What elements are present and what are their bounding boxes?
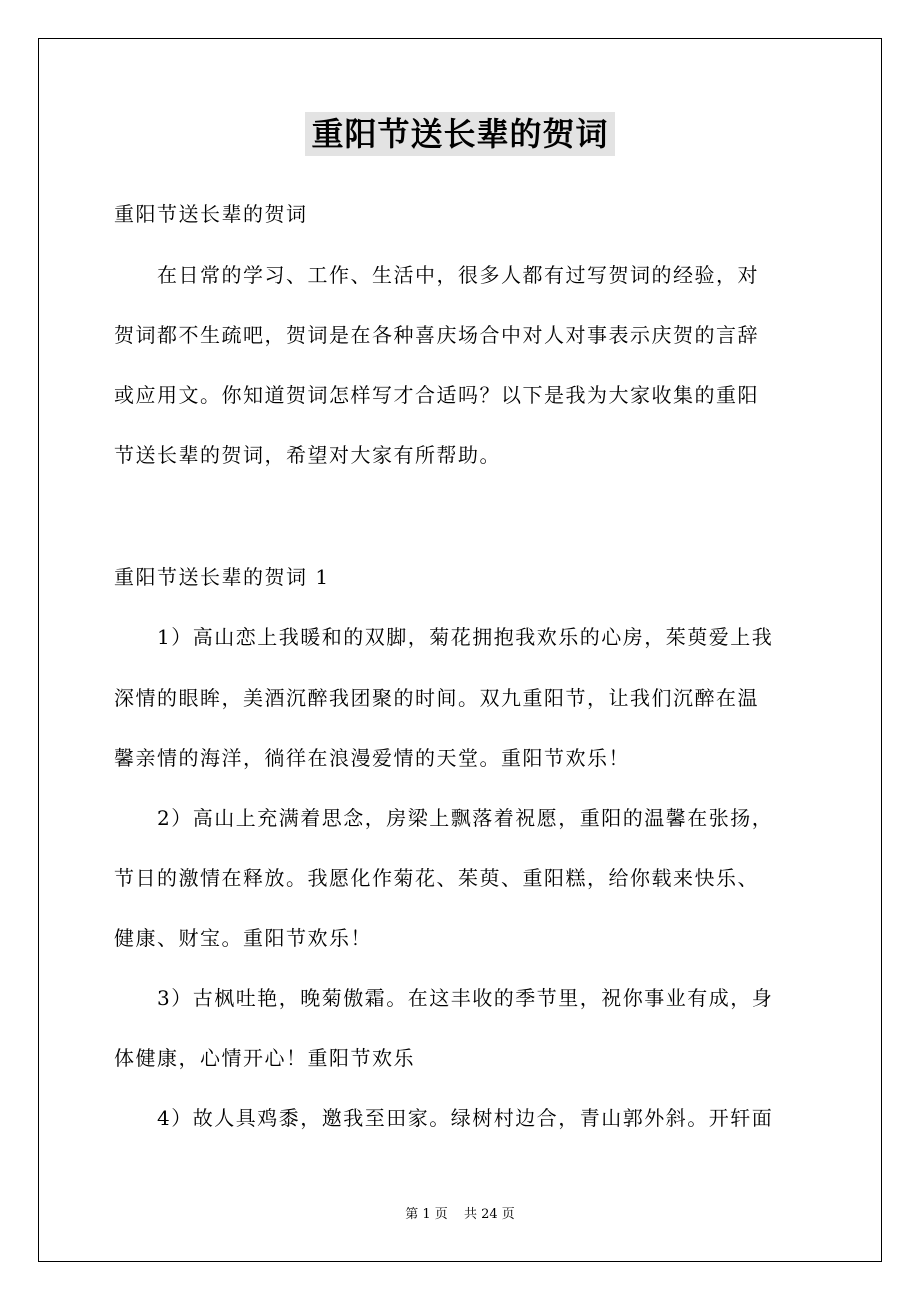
section-heading: 重阳节送长辈的贺词 1 <box>114 565 330 589</box>
document-title: 重阳节送长辈的贺词 <box>305 112 614 156</box>
title-container <box>0 112 920 156</box>
intro-line: 贺词都不生疏吧，贺词是在各种喜庆场合中对人对事表示庆贺的言辞 <box>114 323 759 347</box>
page-footer <box>0 1206 920 1224</box>
greeting-line: 2）高山上充满着思念，房梁上飘落着祝愿，重阳的温馨在张扬， <box>114 806 774 830</box>
greeting-line: 1）高山恋上我暖和的双脚，菊花拥抱我欢乐的心房，茱萸爱上我 <box>114 625 774 649</box>
intro-line: 或应用文。你知道贺词怎样写才合适吗？以下是我为大家收集的重阳 <box>114 383 759 407</box>
page-number: 第 1 页 <box>405 1207 448 1222</box>
greeting-line: 馨亲情的海洋，徜徉在浪漫爱情的天堂。重阳节欢乐！ <box>114 746 630 770</box>
greeting-line: 深情的眼眸，美酒沉醉我团聚的时间。双九重阳节，让我们沉醉在温 <box>114 686 759 710</box>
greeting-line: 健康、财宝。重阳节欢乐！ <box>114 926 372 950</box>
intro-line: 在日常的学习、工作、生活中，很多人都有过写贺词的经验，对 <box>114 263 759 287</box>
page-total: 共 24 页 <box>463 1207 515 1222</box>
greeting-line: 4）故人具鸡黍，邀我至田家。绿树村边合，青山郭外斜。开轩面 <box>114 1106 774 1130</box>
greeting-line: 体健康，心情开心！重阳节欢乐 <box>114 1046 415 1070</box>
document-subtitle: 重阳节送长辈的贺词 <box>114 202 308 226</box>
greeting-line: 3）古枫吐艳，晚菊傲霜。在这丰收的季节里，祝你事业有成，身 <box>114 986 774 1010</box>
greeting-line: 节日的激情在释放。我愿化作菊花、茱萸、重阳糕，给你载来快乐、 <box>114 866 759 890</box>
intro-line: 节送长辈的贺词，希望对大家有所帮助。 <box>114 443 501 467</box>
